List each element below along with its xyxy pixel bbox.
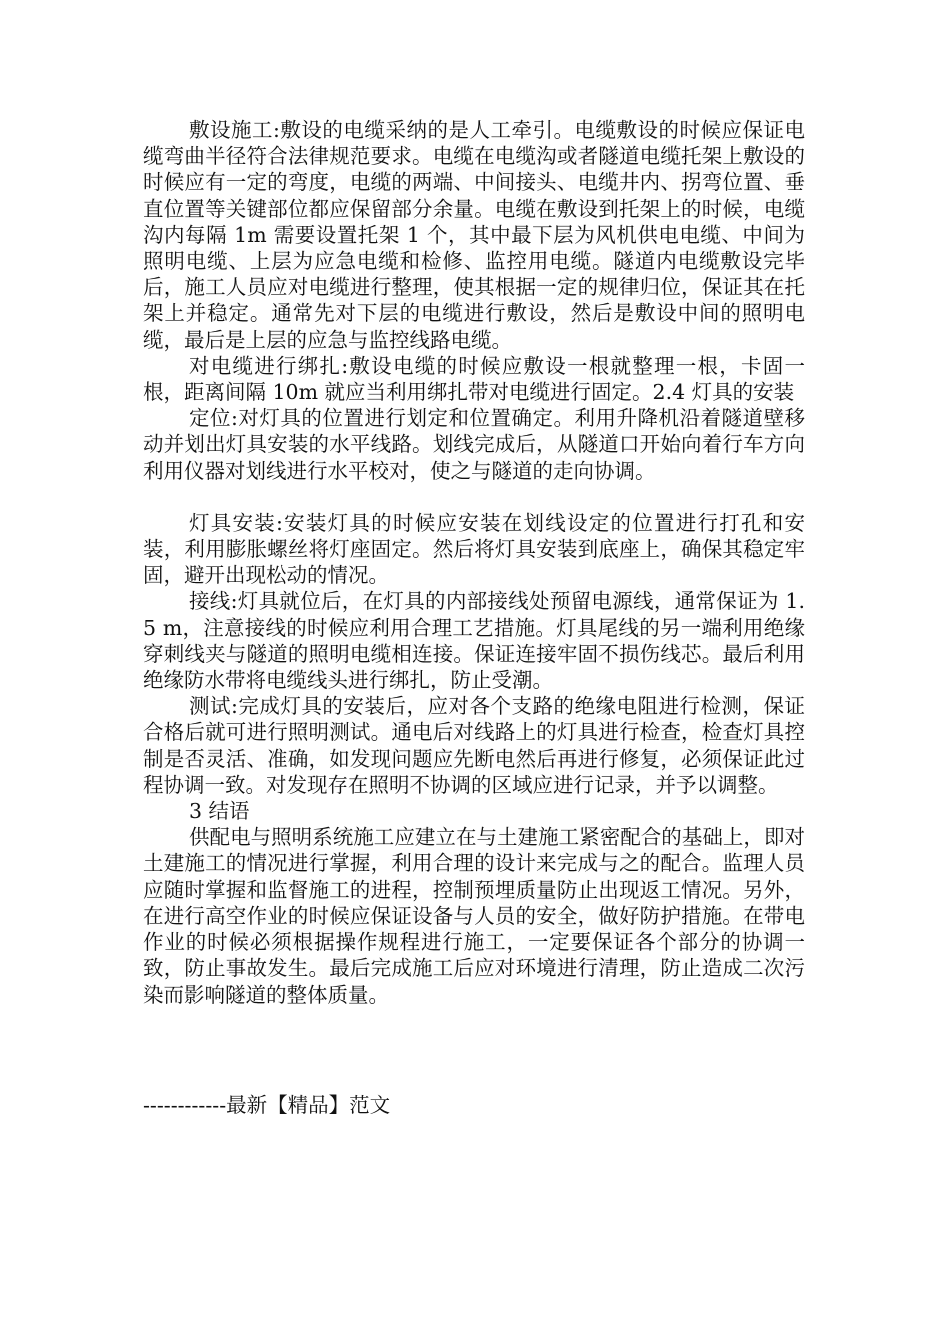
- paragraph-lamp-installation: 灯具安装:安装灯具的时候应安装在划线设定的位置进行打孔和安装，利用膨胀螺丝将灯座固定。然后将灯具安装到底座上，确保其稳定牢固，避开出现松动的情况。: [143, 510, 805, 588]
- paragraph-wiring: 接线:灯具就位后，在灯具的内部接线处预留电源线，通常保证为 1.5 m，注意接线的时候应利用合理工艺措施。灯具尾线的另一端利用绝缘穿刺线夹与隧道的照明电缆相连接。保证连接牢固不损伤线芯。最后利用绝缘防水带将电缆线头进行绑扎，防止受潮。: [143, 589, 805, 693]
- paragraph-positioning: 定位:对灯具的位置进行划定和位置确定。利用升降机沿着隧道壁移动并划出灯具安装的水平线路。划线完成后，从隧道口开始向着行车方向利用仪器对划线进行水平校对，使之与隧道的走向协调。: [143, 406, 805, 483]
- footer-label: ------------最新【精品】范文: [143, 1093, 391, 1117]
- paragraph-cable-laying: 敷设施工:敷设的电缆采纳的是人工牵引。电缆敷设的时候应保证电缆弯曲半径符合法律规范要求。电缆在电缆沟或者隧道电缆托架上敷设的时候应有一定的弯度，电缆的两端、中间接头、电缆井内、拐弯位置、垂直位置等关键部位都应保留部分余量。电缆在敷设到托架上的时候，电缆沟内每隔 1m 需要设置托架 1 个，其中最下层为风机供电电缆、中间为照明电缆、上层为应急电缆和检修、监控用电缆。隧道内电缆敷设完毕后，施工人员应对电缆进行整理，使其根据一定的规律归位，保证其在托架上并稳定。通常先对下层的电缆进行敷设，然后是敷设中间的照明电缆，最后是上层的应急与监控线路电缆。: [143, 118, 805, 352]
- document-body: [143, 117, 805, 1008]
- paragraph-conclusion: 供配电与照明系统施工应建立在与土建施工紧密配合的基础上，即对土建施工的情况进行掌握，利用合理的设计来完成与之的配合。监理人员应随时掌握和监督施工的进程，控制预埋质量防止出现返工情况。另外，在进行高空作业的时候应保证设备与人员的安全，做好防护措施。在带电作业的时候必须根据操作规程进行施工，一定要保证各个部分的协调一致，防止事故发生。最后完成施工后应对环境进行清理，防止造成二次污染而影响隧道的整体质量。: [143, 825, 805, 1007]
- paragraph-testing: 测试:完成灯具的安装后，应对各个支路的绝缘电阻进行检测，保证合格后就可进行照明测试。通电后对线路上的灯具进行检查，检查灯具控制是否灵活、准确，如发现问题应先断电然后再进行修复，必须保证此过程协调一致。对发现存在照明不协调的区域应进行记录，并予以调整。: [143, 694, 805, 797]
- paragraph-cable-binding: 对电缆进行绑扎:敷设电缆的时候应敷设一根就整理一根，卡固一根，距离间隔 10m 就应当利用绑扎带对电缆进行固定。2.4 灯具的安装: [143, 353, 805, 405]
- section-heading-conclusion: 3 结语: [189, 799, 250, 824]
